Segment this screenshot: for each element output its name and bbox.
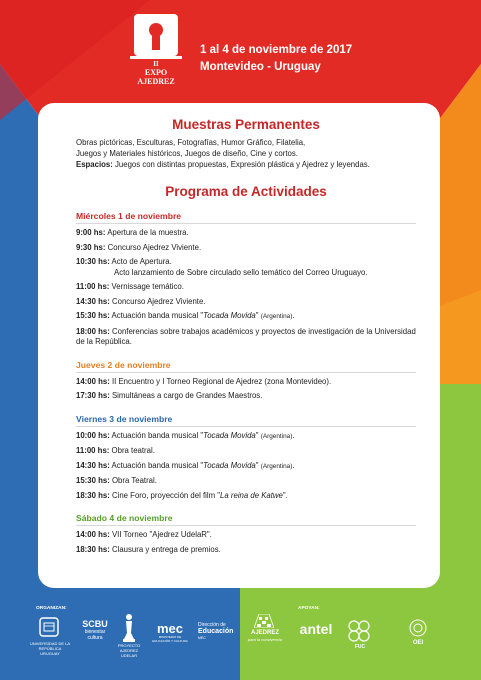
event-title: Tocada Movida xyxy=(203,430,256,440)
event-time: 10:30 hs: xyxy=(76,257,110,266)
day-heading: Miércoles 1 de noviembre xyxy=(76,211,182,221)
event-row xyxy=(76,530,416,541)
day-divider xyxy=(76,525,416,526)
educacion-line1: Dirección de xyxy=(198,622,226,628)
ajedrez-convivencia-logo xyxy=(242,630,288,642)
event-time: 15:30 hs: xyxy=(76,311,110,320)
event-row xyxy=(76,297,416,308)
espacios-line xyxy=(76,159,416,170)
scbu-sub1: bienestar xyxy=(84,629,106,635)
event-time: 14:30 hs: xyxy=(76,296,110,306)
oei-logo-icon xyxy=(408,618,428,638)
event-text: Clausura y entrega de premios. xyxy=(109,544,221,554)
event-date: 1 al 4 de noviembre de 2017 xyxy=(200,44,353,56)
event-row xyxy=(76,461,416,473)
event-note: (Argentina) xyxy=(260,313,293,320)
event-time: 15:30 hs: xyxy=(76,476,110,485)
event-row xyxy=(76,327,416,348)
chess-piece-icon xyxy=(122,613,136,643)
educacion-logo xyxy=(198,622,238,640)
chessboard-icon xyxy=(254,614,274,628)
event-end: . xyxy=(292,311,295,320)
event-text: Simultáneas a cargo de Grandes Maestros. xyxy=(109,391,263,400)
scbu-sub2: cultura xyxy=(87,635,103,641)
antel-logo: antel xyxy=(299,621,333,637)
udelar-text: UNIVERSIDAD DE LA REPÚBLICA URUGUAY xyxy=(30,641,71,656)
scbu-title: SCBU xyxy=(82,619,108,629)
espacios-label: Espacios: xyxy=(76,160,113,169)
event-row xyxy=(76,476,416,487)
event-time: 14:30 hs: xyxy=(76,460,110,470)
event-text: Vernissage temático. xyxy=(109,282,184,291)
permanentes-title: Muestras Permanentes xyxy=(172,117,320,132)
event-text: Actuación banda musical " xyxy=(109,311,204,320)
day-divider xyxy=(76,223,416,224)
mec-title: mec xyxy=(156,621,184,636)
event-title: La reina de Katwe xyxy=(220,490,283,500)
udelar-shield-icon xyxy=(38,616,60,638)
event-text: ". xyxy=(282,490,288,500)
event-time: 18:30 hs: xyxy=(76,490,110,500)
event-time: 18:00 hs: xyxy=(76,326,110,336)
oei-text: OEI xyxy=(412,640,424,646)
permanentes-text xyxy=(76,137,416,170)
event-end: . xyxy=(292,430,295,440)
event-row xyxy=(76,282,416,293)
event-text: Apertura de la muestra. xyxy=(105,228,189,237)
logo-line1: EXPO xyxy=(144,68,168,77)
event-text: " xyxy=(255,460,261,470)
ajedrez-sub: para la convivencia xyxy=(247,637,283,642)
program-card xyxy=(38,103,440,588)
permanentes-line2: Juegos y Materiales históricos, Juegos de diseño, Cine y cortos. xyxy=(76,149,298,158)
organizan-label: ORGANIZAN: xyxy=(36,606,67,611)
event-note: (Argentina) xyxy=(260,462,293,470)
logo-roman: II xyxy=(153,60,159,68)
event-text: Actuación banda musical " xyxy=(109,460,204,470)
event-text: Conferencias sobre trabajos académicos y proyectos de investigación de la Universidad de la República. xyxy=(76,326,416,346)
event-time: 18:30 hs: xyxy=(76,544,110,554)
event-text: Concurso Ajedrez Viviente. xyxy=(109,296,206,306)
event-text: " xyxy=(255,430,261,440)
day-divider xyxy=(76,372,416,373)
permanentes-line1: Obras pictóricas, Esculturas, Fotografías, Humor Gráfico, Filatelia, xyxy=(76,138,306,147)
event-time: 9:30 hs: xyxy=(76,242,106,252)
fuc-text: FUC xyxy=(354,644,366,650)
event-time: 9:00 hs: xyxy=(76,228,106,237)
event-title: Tocada Movida xyxy=(203,311,256,320)
fuc-logo-icon xyxy=(346,618,372,644)
event-time: 10:00 hs: xyxy=(76,430,110,440)
event-text: Cine Foro, proyección del film " xyxy=(109,490,221,500)
event-time: 11:00 hs: xyxy=(76,446,110,455)
event-time: 17:30 hs: xyxy=(76,391,110,400)
event-row xyxy=(76,431,416,443)
event-title: Tocada Movida xyxy=(203,460,256,470)
event-row xyxy=(76,491,416,502)
day-heading: Jueves 2 de noviembre xyxy=(76,359,171,370)
event-time: 14:00 hs: xyxy=(76,530,110,539)
programa-title: Programa de Actividades xyxy=(165,184,327,199)
proyecto-text: PROYECTO AJEDREZ UDELAR xyxy=(117,643,141,658)
event-place: Montevideo - Uruguay xyxy=(200,61,321,73)
event-row xyxy=(76,391,416,402)
event-header xyxy=(200,42,352,76)
event-row xyxy=(76,257,416,278)
event-text: Obra Teatral. xyxy=(109,476,157,485)
event-row xyxy=(76,243,416,254)
apoyan-label: APOYAN: xyxy=(298,606,320,611)
ajedrez-title: AJEDREZ xyxy=(250,630,279,636)
educacion-line3: MEC xyxy=(198,636,206,640)
expo-ajedrez-logo-icon xyxy=(128,10,184,86)
event-time: 14:00 hs: xyxy=(76,376,110,386)
event-text: II Encuentro y I Torneo Regional de Ajedrez (zona Montevideo). xyxy=(109,376,332,386)
event-row xyxy=(76,311,416,323)
logo-line2: AJEDREZ xyxy=(137,77,175,86)
event-text: Obra teatral. xyxy=(109,446,155,455)
educacion-line2: Educación xyxy=(198,628,234,635)
scbu-logo xyxy=(80,620,110,641)
event-row xyxy=(76,545,416,556)
event-text: Acto de Apertura. xyxy=(109,257,172,266)
day-divider xyxy=(76,426,416,427)
event-text: Actuación banda musical " xyxy=(109,430,204,440)
event-end: . xyxy=(292,460,295,470)
event-subline: Acto lanzamiento de Sobre circulado sello temático del Correo Uruguayo. xyxy=(114,267,368,277)
event-row xyxy=(76,446,416,457)
day-heading: Viernes 3 de noviembre xyxy=(76,413,173,424)
event-note: (Argentina) xyxy=(260,432,293,440)
event-row xyxy=(76,228,416,239)
mec-logo xyxy=(152,622,188,643)
mec-sub: MINISTERIO DE EDUCACIÓN Y CULTURA xyxy=(152,635,188,643)
event-row xyxy=(76,377,416,388)
footer-sponsors xyxy=(0,600,481,680)
programa-days xyxy=(76,211,416,555)
event-text: VII Torneo "Ajedrez UdelaR". xyxy=(109,530,212,539)
event-text: " xyxy=(255,311,261,320)
day-heading: Sábado 4 de noviembre xyxy=(76,513,173,523)
espacios-text: Juegos con distintas propuestas, Expresión plástica y Ajedrez y leyendas. xyxy=(112,160,370,169)
event-text: Concurso Ajedrez Viviente. xyxy=(105,242,202,252)
event-time: 11:00 hs: xyxy=(76,282,110,291)
